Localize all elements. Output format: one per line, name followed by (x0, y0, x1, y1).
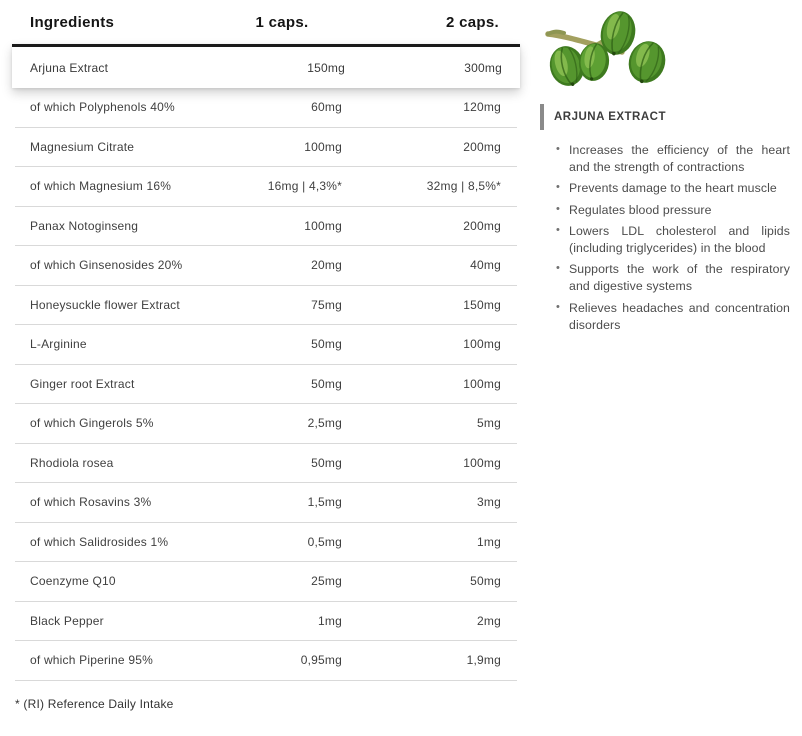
table-row (15, 128, 517, 168)
ingredient-label: Honeysuckle flower Extract (30, 297, 180, 312)
ingredient-value-2caps: 300mg (464, 60, 502, 75)
ingredient-label: Black Pepper (30, 613, 104, 628)
highlight-row-arjuna-extract (12, 44, 520, 88)
ingredient-label: of which Polyphenols 40% (30, 100, 175, 115)
ingredient-value-1caps: 50mg (311, 376, 342, 391)
ingredient-value-1caps: 50mg (311, 455, 342, 470)
benefit-item: • Supports the work of the respiratory and digestive systems (556, 261, 790, 295)
table-body (15, 88, 517, 681)
heading-accent-bar (540, 104, 544, 130)
table-row (15, 365, 517, 405)
ingredient-label: of which Ginsenosides 20% (30, 258, 183, 273)
reference-footnote: * (RI) Reference Daily Intake (15, 696, 174, 711)
benefits-list (556, 142, 790, 334)
benefit-item: • Regulates blood pressure (556, 202, 790, 219)
ingredient-value-1caps: 75mg (311, 297, 342, 312)
table-row (15, 167, 517, 207)
ingredient-value-2caps: 40mg (470, 258, 501, 273)
ingredient-value-2caps: 200mg (463, 218, 501, 233)
ingredient-value-2caps: 32mg | 8,5%* (426, 179, 501, 194)
ingredient-value-2caps: 100mg (463, 455, 501, 470)
ingredient-label: of which Piperine 95% (30, 653, 153, 668)
ingredient-label: of which Rosavins 3% (30, 495, 152, 510)
benefit-item: • Increases the efficiency of the heart and the strength of contractions (556, 142, 790, 176)
ingredient-value-1caps: 16mg | 4,3%* (267, 179, 342, 194)
benefit-item: • Lowers LDL cholesterol and lipids (including triglycerides) in the blood (556, 223, 790, 257)
ingredient-value-1caps: 150mg (307, 60, 345, 75)
ingredient-label: Magnesium Citrate (30, 139, 135, 154)
ingredient-label: of which Salidrosides 1% (30, 534, 169, 549)
ingredient-label: of which Gingerols 5% (30, 416, 154, 431)
table-row (15, 207, 517, 247)
arjuna-plant-image (542, 0, 670, 96)
table-row (15, 444, 517, 484)
ingredient-value-2caps: 100mg (463, 337, 501, 352)
ingredient-label: of which Magnesium 16% (30, 179, 172, 194)
ingredient-label: Panax Notoginseng (30, 218, 139, 233)
ingredient-label: Coenzyme Q10 (30, 574, 116, 589)
ingredient-value-1caps: 0,5mg (307, 534, 342, 549)
ingredient-value-1caps: 20mg (311, 258, 342, 273)
ingredient-value-1caps: 1mg (318, 613, 342, 628)
table-row (15, 88, 517, 128)
ingredient-label: L-Arginine (30, 337, 87, 352)
benefit-item: • Prevents damage to the heart muscle (556, 180, 790, 197)
ingredient-value-2caps: 50mg (470, 574, 501, 589)
table-row (15, 602, 517, 642)
table-row (15, 286, 517, 326)
ingredient-value-1caps: 60mg (311, 100, 342, 115)
table-row (15, 523, 517, 563)
ingredient-value-2caps: 100mg (463, 376, 501, 391)
ingredient-label: Arjuna Extract (30, 60, 109, 75)
ingredient-value-2caps: 2mg (477, 613, 501, 628)
arjuna-info-panel (540, 0, 790, 338)
table-row (15, 483, 517, 523)
table-row (15, 562, 517, 602)
table-row (15, 325, 517, 365)
ingredient-value-1caps: 2,5mg (307, 416, 342, 431)
ingredient-value-1caps: 1,5mg (307, 495, 342, 510)
table-row (15, 246, 517, 286)
arjuna-fruits-illustration (542, 0, 670, 96)
ingredient-value-2caps: 3mg (477, 495, 501, 510)
ingredient-value-2caps: 150mg (463, 297, 501, 312)
ingredient-value-2caps: 1mg (477, 534, 501, 549)
table-header-row (15, 0, 517, 44)
table-row (15, 641, 517, 681)
header-2caps: 2 caps. (446, 13, 499, 31)
ingredient-label: Rhodiola rosea (30, 455, 114, 470)
ingredient-value-1caps: 100mg (304, 218, 342, 233)
ingredient-value-2caps: 120mg (463, 100, 501, 115)
ingredient-value-1caps: 25mg (311, 574, 342, 589)
header-ingredients: Ingredients (30, 13, 115, 31)
ingredient-value-2caps: 5mg (477, 416, 501, 431)
sidebar-heading-row (540, 104, 790, 130)
ingredient-value-2caps: 1,9mg (466, 653, 501, 668)
ingredient-value-1caps: 100mg (304, 139, 342, 154)
table-row (15, 404, 517, 444)
benefit-item: • Relieves headaches and concentration disorders (556, 300, 790, 334)
ingredient-value-1caps: 50mg (311, 337, 342, 352)
ingredient-value-1caps: 0,95mg (300, 653, 342, 668)
ingredient-value-2caps: 200mg (463, 139, 501, 154)
ingredient-label: Ginger root Extract (30, 376, 135, 391)
sidebar-heading: ARJUNA EXTRACT (554, 111, 666, 123)
ingredients-table (15, 0, 517, 711)
header-1caps: 1 caps. (255, 13, 309, 31)
